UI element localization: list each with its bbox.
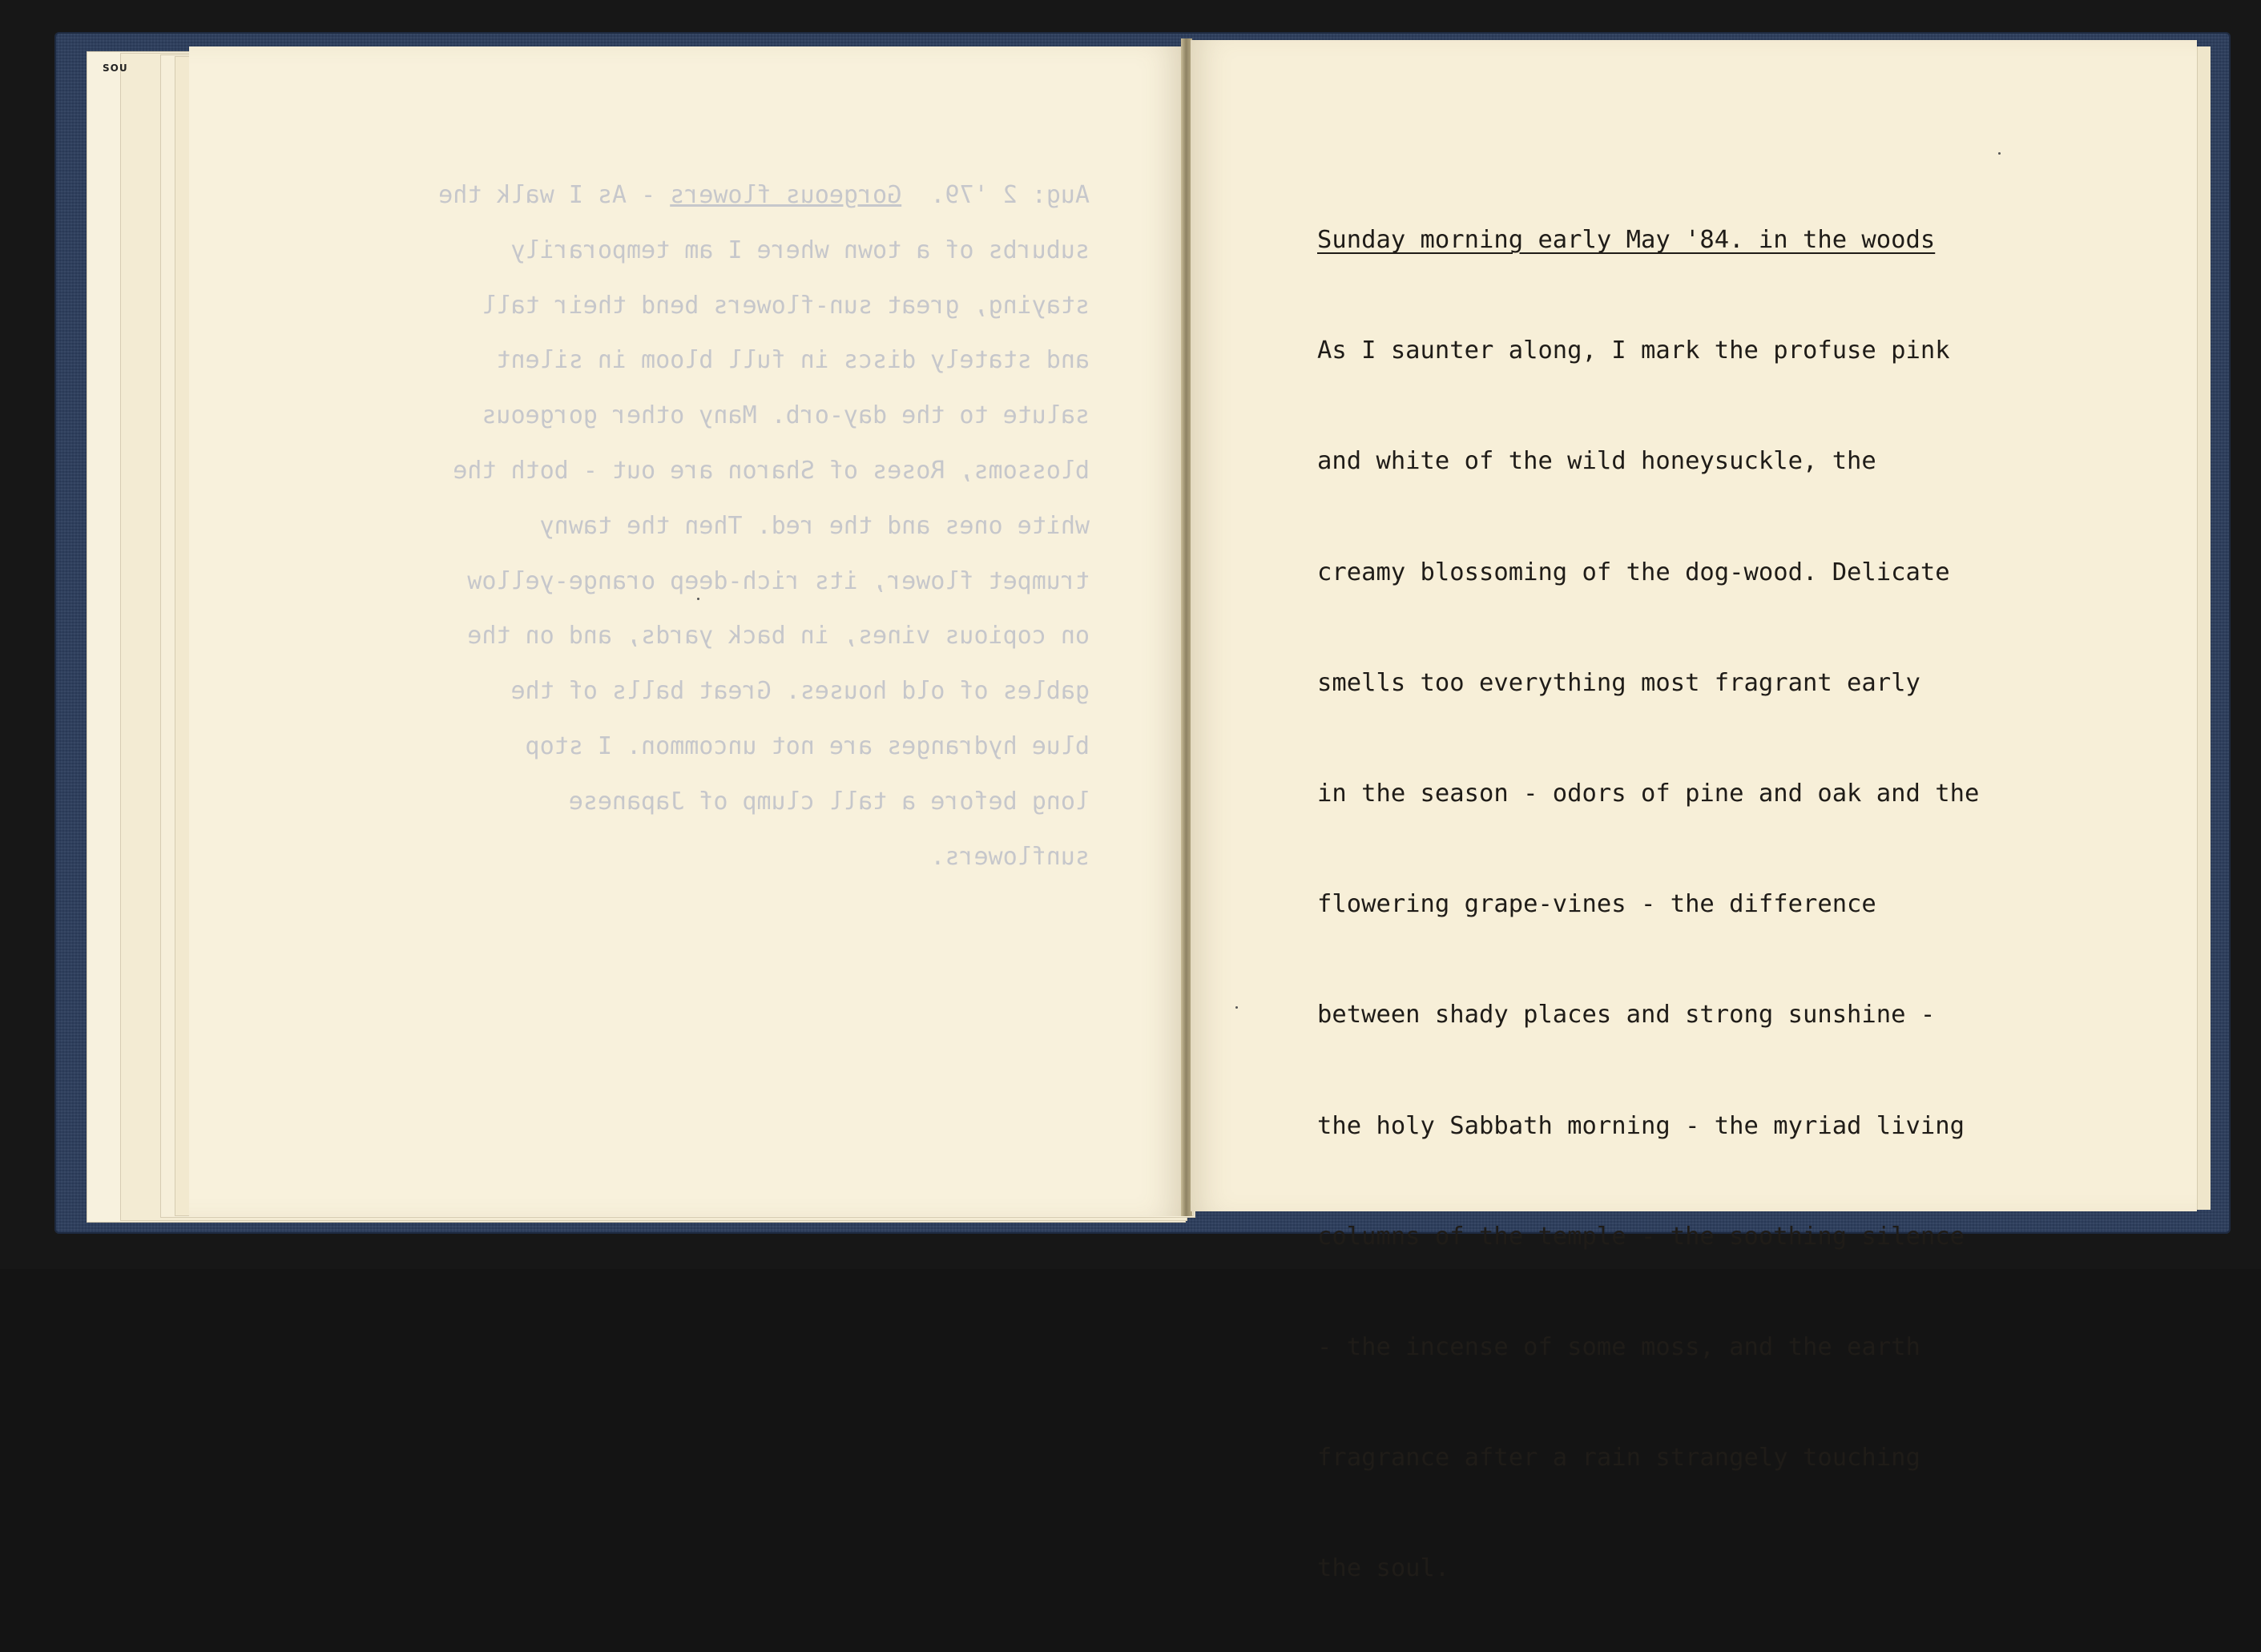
bleed-text: and stately discs in full bloom in silent [496,346,1090,375]
right-page-edge [2197,46,2211,1210]
entry-line: As I saunter along, I mark the profuse pink [1317,336,1950,365]
entry-line: flowering grape-vines - the difference [1317,890,1876,919]
bleed-text: Aug: 2 '79. [901,181,1090,209]
entry-line: fragrance after a rain strangely touching [1317,1444,1920,1473]
bleed-text: - As I walk the [438,181,671,209]
paper-speck [1998,152,2001,155]
bleed-line [337,333,1090,389]
entry-line: - the incense of some moss, and the earth [1317,1332,1920,1361]
bleed-text: salute to the day-orb. Many other gorgeous [482,401,1090,430]
bleed-line [337,279,1090,334]
bleed-text: trumpet flower, its rich-deep orange-yellow [467,566,1090,595]
spine-label: SOU [103,62,128,74]
bleed-line [337,609,1090,664]
bleed-line [337,554,1090,610]
entry-line: smells too everything most fragrant early [1317,668,1920,697]
bleed-underlined-text: Gorgeous flowers [670,181,902,209]
paper-speck [697,598,699,600]
bleed-text: on copious vines, in back yards, and on the [467,622,1090,651]
bleed-text: suburbs of a town where I am temporarily [510,236,1090,264]
paper-speck [1235,1006,1238,1009]
entry-line: columns of the temple - the soothing silence [1317,1222,1965,1251]
bleed-line [337,389,1090,444]
bleed-text: blue hydranges are not uncommon. I stop [525,731,1090,760]
entry-heading: Sunday morning early May '84. in the woods [1317,226,1936,254]
bleed-line [337,830,1090,885]
bleed-line [337,168,1090,224]
entry-line: creamy blossoming of the dog-wood. Delicate [1317,558,1950,586]
bleed-text: sunflowers. [930,842,1090,871]
bleed-text: long before a tall clump of Japanese [568,787,1090,816]
bleed-line [337,775,1090,830]
bleed-line [337,444,1090,499]
entry-line: and white of the wild honeysuckle, the [1317,447,1876,476]
entry-line: the holy Sabbath morning - the myriad living [1317,1111,1965,1140]
bleed-text: blossoms, Roses of Sharon are out - both the [453,456,1090,485]
bleed-line [337,224,1090,279]
bleed-line [337,719,1090,775]
entry-line: between shady places and strong sunshine - [1317,1001,1936,1029]
bleed-text: gables of old houses. Great balls of the [510,677,1090,706]
bleed-through-text [337,168,1090,884]
entry-line: in the season - odors of pine and oak and the [1317,779,1980,808]
bleed-text: staying, great sun-flowers bend their tall [482,291,1090,320]
bleed-line [337,499,1090,554]
bleed-text: white ones and the red. Then the tawny [539,511,1090,540]
typed-entry [1317,157,2150,1652]
bleed-line [337,664,1090,719]
entry-line: the soul. [1317,1554,1450,1583]
